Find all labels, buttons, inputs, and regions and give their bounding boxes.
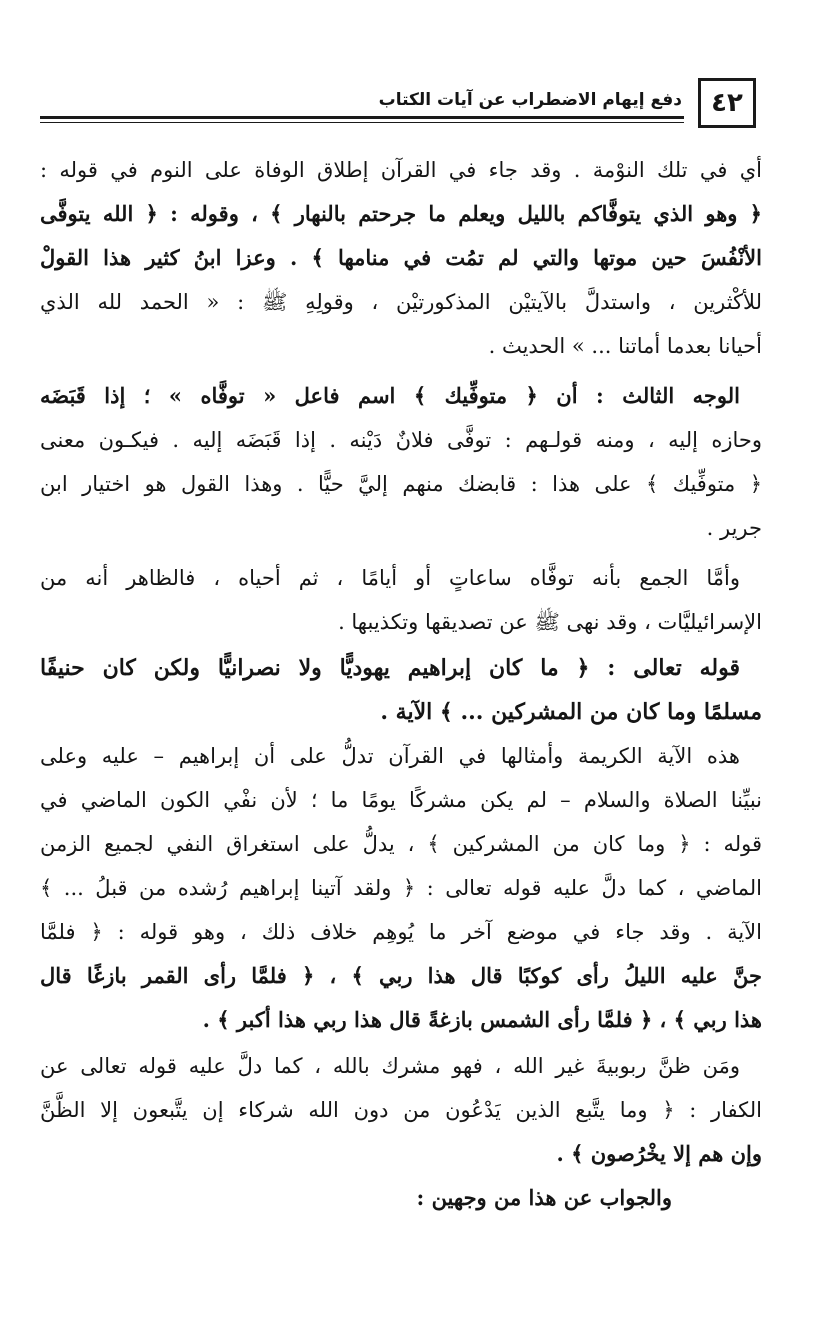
text-line: ومَن ظنَّ ربوبيةَ غير الله ، فهو مشرك بالله ، كما دلَّ عليه قوله تعالى عن bbox=[40, 1054, 740, 1078]
text-line: قوله : ﴿ وما كان من المشركين ﴾ ، يدلُّ على استغراق النفي لجميع الزمن bbox=[40, 832, 762, 856]
text-line: أحيانا بعدما أماتنا ... » الحديث . bbox=[488, 334, 762, 358]
paragraph-lordship bbox=[40, 1044, 762, 1176]
text-line: الكفار : ﴿ وما يتَّبع الذين يَدْعُون من دون الله شركاء إن يتَّبعون إلا الظَّنَّ bbox=[40, 1098, 762, 1122]
text-line: ﴿ متوفِّيك ﴾ على هذا : قابضك منهم إليَّ حيًّا . وهذا القول هو اختيار ابن bbox=[40, 472, 762, 496]
paragraph-ibrahim bbox=[40, 734, 762, 1042]
text-line: الوجه الثالث : أن ﴿ متوفِّيك ﴾ اسم فاعل « توفَّاه » ؛ إذا قَبَضَه bbox=[40, 383, 740, 408]
text-line: هذه الآية الكريمة وأمثالها في القرآن تدلُّ على أن إبراهيم – عليه وعلى bbox=[40, 744, 740, 768]
text-line: وحازه إليه ، ومنه قولـهم : توفَّى فلانٌ دَيْنه . إذا قَبَضَه إليه . فيكـون معنى bbox=[40, 428, 762, 452]
paragraph-sleep-as-death bbox=[40, 148, 762, 368]
header-rule-thick bbox=[40, 116, 684, 119]
text-line: أي في تلك النوْمة . وقد جاء في القرآن إطلاق الوفاة على النوم في قوله : bbox=[40, 158, 762, 182]
text-line: جرير . bbox=[706, 516, 762, 540]
text-line: مسلمًا وما كان من المشركين ... ﴾ الآية . bbox=[380, 699, 762, 725]
text-line: الأنْفُسَ حين موتها والتي لم تمُت في منامها ﴾ . وعزا ابنُ كثير هذا القولْ bbox=[40, 245, 762, 270]
header-rule-thin bbox=[40, 122, 684, 123]
text-line: للأكْثرين ، واستدلَّ بالآيتيْن المذكورتيْن ، وقولِهِ ﷺ : « الحمد لله الذي bbox=[40, 290, 762, 314]
page-number: ٤٢ bbox=[698, 78, 756, 128]
text-line: جنَّ عليه الليلُ رأى كوكبًا قال هذا ربي ﴾ ، ﴿ فلمَّا رأى القمر بازغًا قال bbox=[40, 963, 762, 988]
answer-intro: والجواب عن هذا من وجهين : bbox=[416, 1185, 672, 1210]
paragraph-reconciliation bbox=[40, 556, 762, 644]
text-line: وأمَّا الجمع بأنه توفَّاه ساعاتٍ أو أيامًا ، ثم أحياه ، فالظاهر أنه من bbox=[40, 566, 740, 590]
text-line: الإسرائيليَّات ، وقد نهى ﷺ عن تصديقها وتكذيبها . bbox=[338, 610, 762, 634]
text-line: قوله تعالى : ﴿ ما كان إبراهيم يهوديًّا ولا نصرانيًّا ولكن كان حنيفًا bbox=[40, 655, 740, 681]
text-line: وإن هم إلا يخْرُصون ﴾ . bbox=[556, 1141, 762, 1166]
verse-heading bbox=[40, 646, 762, 734]
text-line: هذا ربي ﴾ ، ﴿ فلمَّا رأى الشمس بازغةً قال هذا ربي هذا أكبر ﴾ . bbox=[202, 1007, 762, 1032]
text-line: ﴿ وهو الذي يتوفَّاكم بالليل ويعلم ما جرحتم بالنهار ﴾ ، وقوله : ﴿ الله يتوفَّى bbox=[40, 201, 762, 226]
page-body bbox=[40, 148, 762, 1220]
paragraph-third-aspect bbox=[40, 374, 762, 550]
text-line: الماضي ، كما دلَّ عليه قوله تعالى : ﴿ ولقد آتينا إبراهيم رُشده من قبلُ ... ﴾ bbox=[40, 876, 762, 900]
text-line: نبيِّنا الصلاة والسلام – لم يكن مشركًا يومًا ما ؛ لأن نفْي الكون الماضي في bbox=[40, 788, 762, 812]
running-title: دفع إيهام الاضطراب عن آيات الكتاب bbox=[378, 90, 682, 110]
text-line: الآية . وقد جاء في موضع آخر ما يُوهِم خلاف ذلك ، وهو قوله : ﴿ فلمَّا bbox=[40, 920, 762, 944]
